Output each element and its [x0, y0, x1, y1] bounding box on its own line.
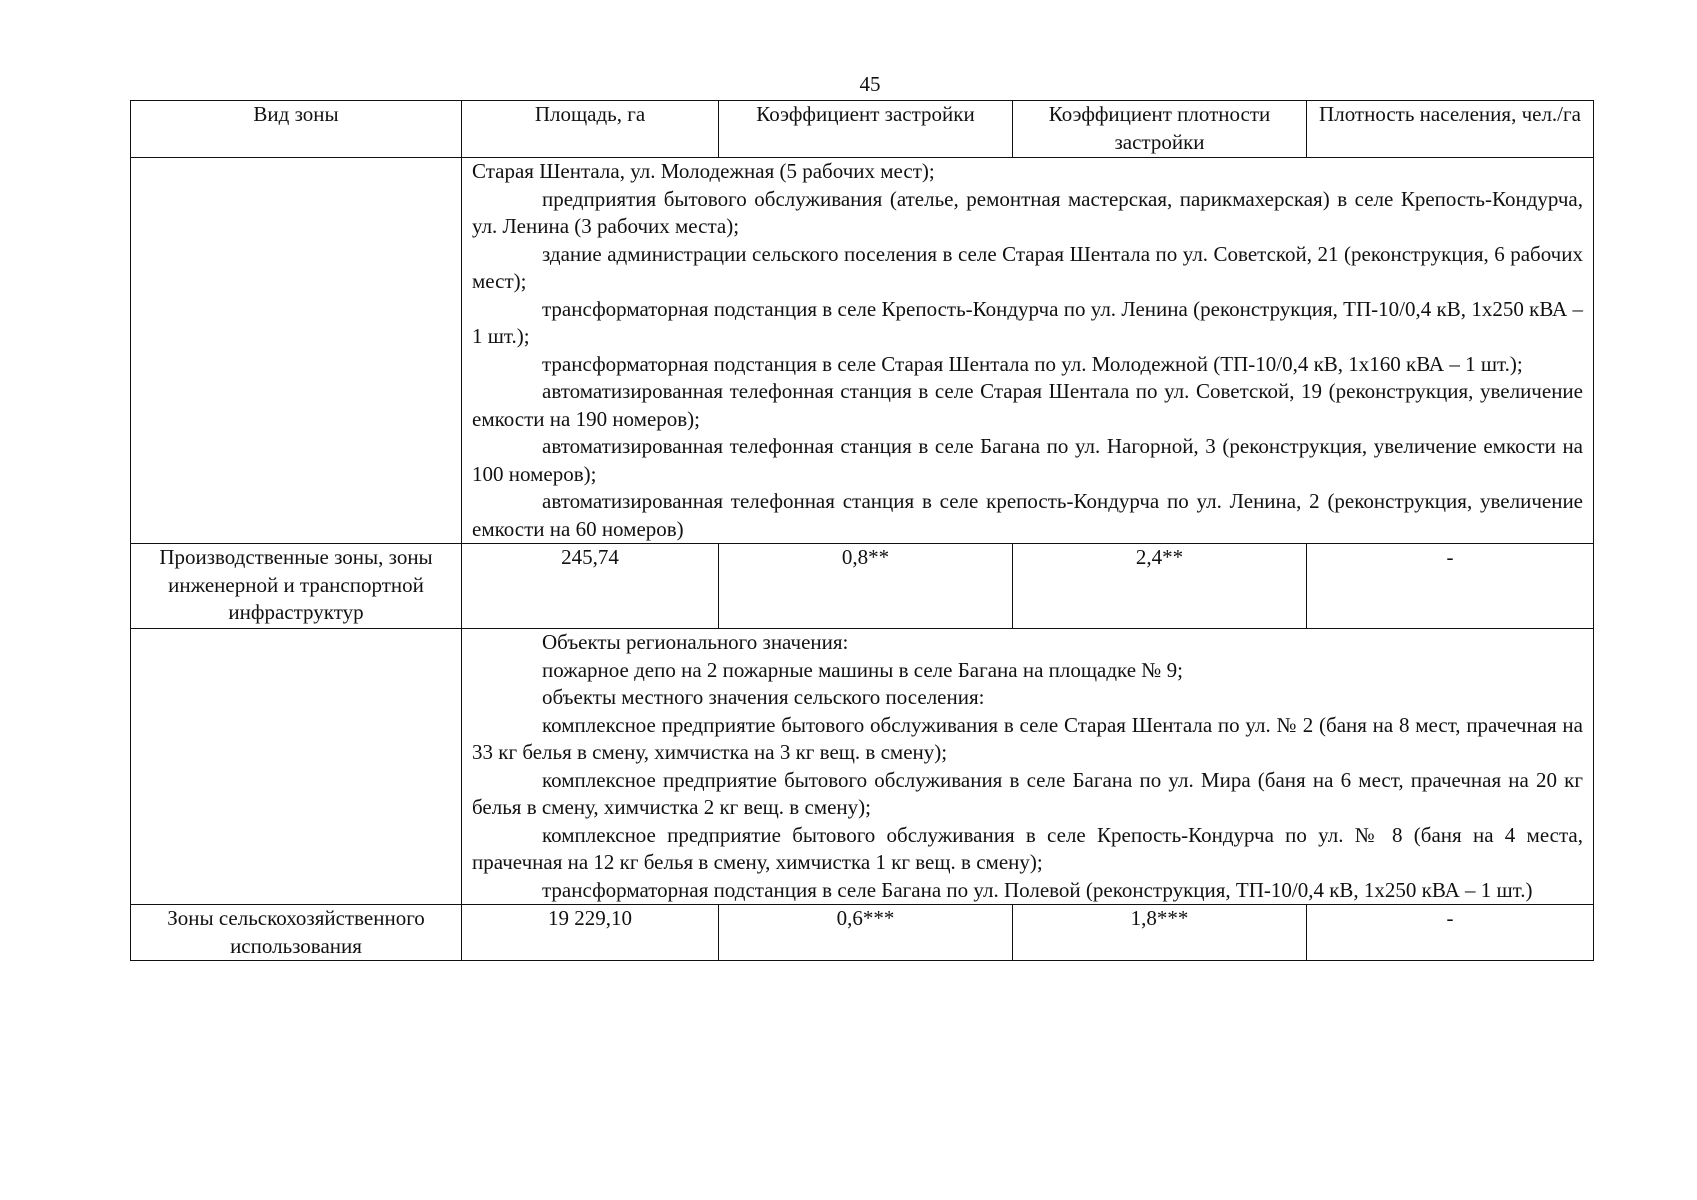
table-row-objects-1 [131, 158, 1594, 544]
objects-list-2 [462, 629, 1594, 905]
list-item: трансформаторная подстанция в селе Старая Шентала по ул. Молодежной (ТП-10/0,4 кВ, 1х160 кВА – 1 шт.); [542, 351, 1523, 376]
header-zone-type: Вид зоны [131, 101, 462, 158]
list-item: автоматизированная телефонная станция в селе крепость-Кондурча по ул. Ленина, 2 (реконструкция, увеличение емкости на 60 номеров) [472, 489, 1583, 541]
table-header-row [131, 101, 1594, 158]
empty-zone-cell [131, 158, 462, 544]
list-item: Объекты регионального значения: [542, 630, 849, 654]
list-item: комплексное предприятие бытового обслуживания в селе Крепость-Кондурча по ул. № 8 (баня на 4 места, прачечная на 12 кг белья в смену, химчистка 1 кг вещ. в смену); [472, 822, 1583, 874]
zone-agriculture-label: Зоны сельскохозяйственного использования [131, 905, 462, 961]
empty-zone-cell [131, 629, 462, 905]
building-coefficient-production: 0,8** [719, 544, 1013, 629]
list-item: комплексное предприятие бытового обслуживания в селе Багана по ул. Мира (баня на 6 мест, прачечная на 20 кг белья в смену, химчистка 2 кг вещ. в смену); [472, 767, 1583, 819]
list-item: здание администрации сельского поселения в селе Старая Шентала по ул. Советской, 21 (реконструкция, 6 рабочих мест); [472, 241, 1583, 293]
density-coefficient-production: 2,4** [1013, 544, 1307, 629]
population-density-production: - [1307, 544, 1594, 629]
header-building-coefficient: Коэффициент застройки [719, 101, 1013, 158]
list-item: Старая Шентала, ул. Молодежная (5 рабочих мест); [472, 159, 935, 183]
table-row-production [131, 544, 1594, 629]
list-item: автоматизированная телефонная станция в селе Багана по ул. Нагорной, 3 (реконструкция, увеличение емкости на 100 номеров); [472, 434, 1583, 486]
list-item: комплексное предприятие бытового обслуживания в селе Старая Шентала по ул. № 2 (баня на 8 мест, прачечная на 33 кг белья в смену, химчистка на 3 кг вещ. в смену); [472, 712, 1583, 764]
area-agriculture: 19 229,10 [462, 905, 719, 961]
population-density-agriculture: - [1307, 905, 1594, 961]
list-item: предприятия бытового обслуживания (ателье, ремонтная мастерская, парикмахерская) в селе Крепость-Кондурча, ул. Ленина (3 рабочих места); [472, 186, 1583, 238]
page-number: 45 [859, 72, 881, 96]
table-row-agriculture [131, 905, 1594, 961]
area-production: 245,74 [462, 544, 719, 629]
zone-production-label: Производственные зоны, зоны инженерной и транспортной инфраструктур [131, 544, 462, 629]
table-row-objects-2 [131, 629, 1594, 905]
header-area: Площадь, га [462, 101, 719, 158]
list-item: объекты местного значения сельского поселения: [542, 685, 985, 709]
header-building-density-coefficient: Коэффициент плотности застройки [1013, 101, 1307, 158]
building-coefficient-agriculture: 0,6*** [719, 905, 1013, 961]
list-item: трансформаторная подстанция в селе Багана по ул. Полевой (реконструкция, ТП-10/0,4 кВ, 1х250 кВА – 1 шт.) [542, 877, 1533, 902]
zones-table [130, 100, 1594, 961]
list-item: пожарное депо на 2 пожарные машины в селе Багана на площадке № 9; [542, 657, 1183, 682]
density-coefficient-agriculture: 1,8*** [1013, 905, 1307, 961]
header-population-density: Плотность населения, чел./га [1307, 101, 1594, 158]
list-item: автоматизированная телефонная станция в селе Старая Шентала по ул. Советской, 19 (реконструкция, увеличение емкости на 190 номеров); [472, 379, 1583, 431]
list-item: трансформаторная подстанция в селе Крепость-Кондурча по ул. Ленина (реконструкция, ТП-10/0,4 кВ, 1х250 кВА – 1 шт.); [472, 296, 1583, 348]
objects-list-1 [462, 158, 1594, 544]
